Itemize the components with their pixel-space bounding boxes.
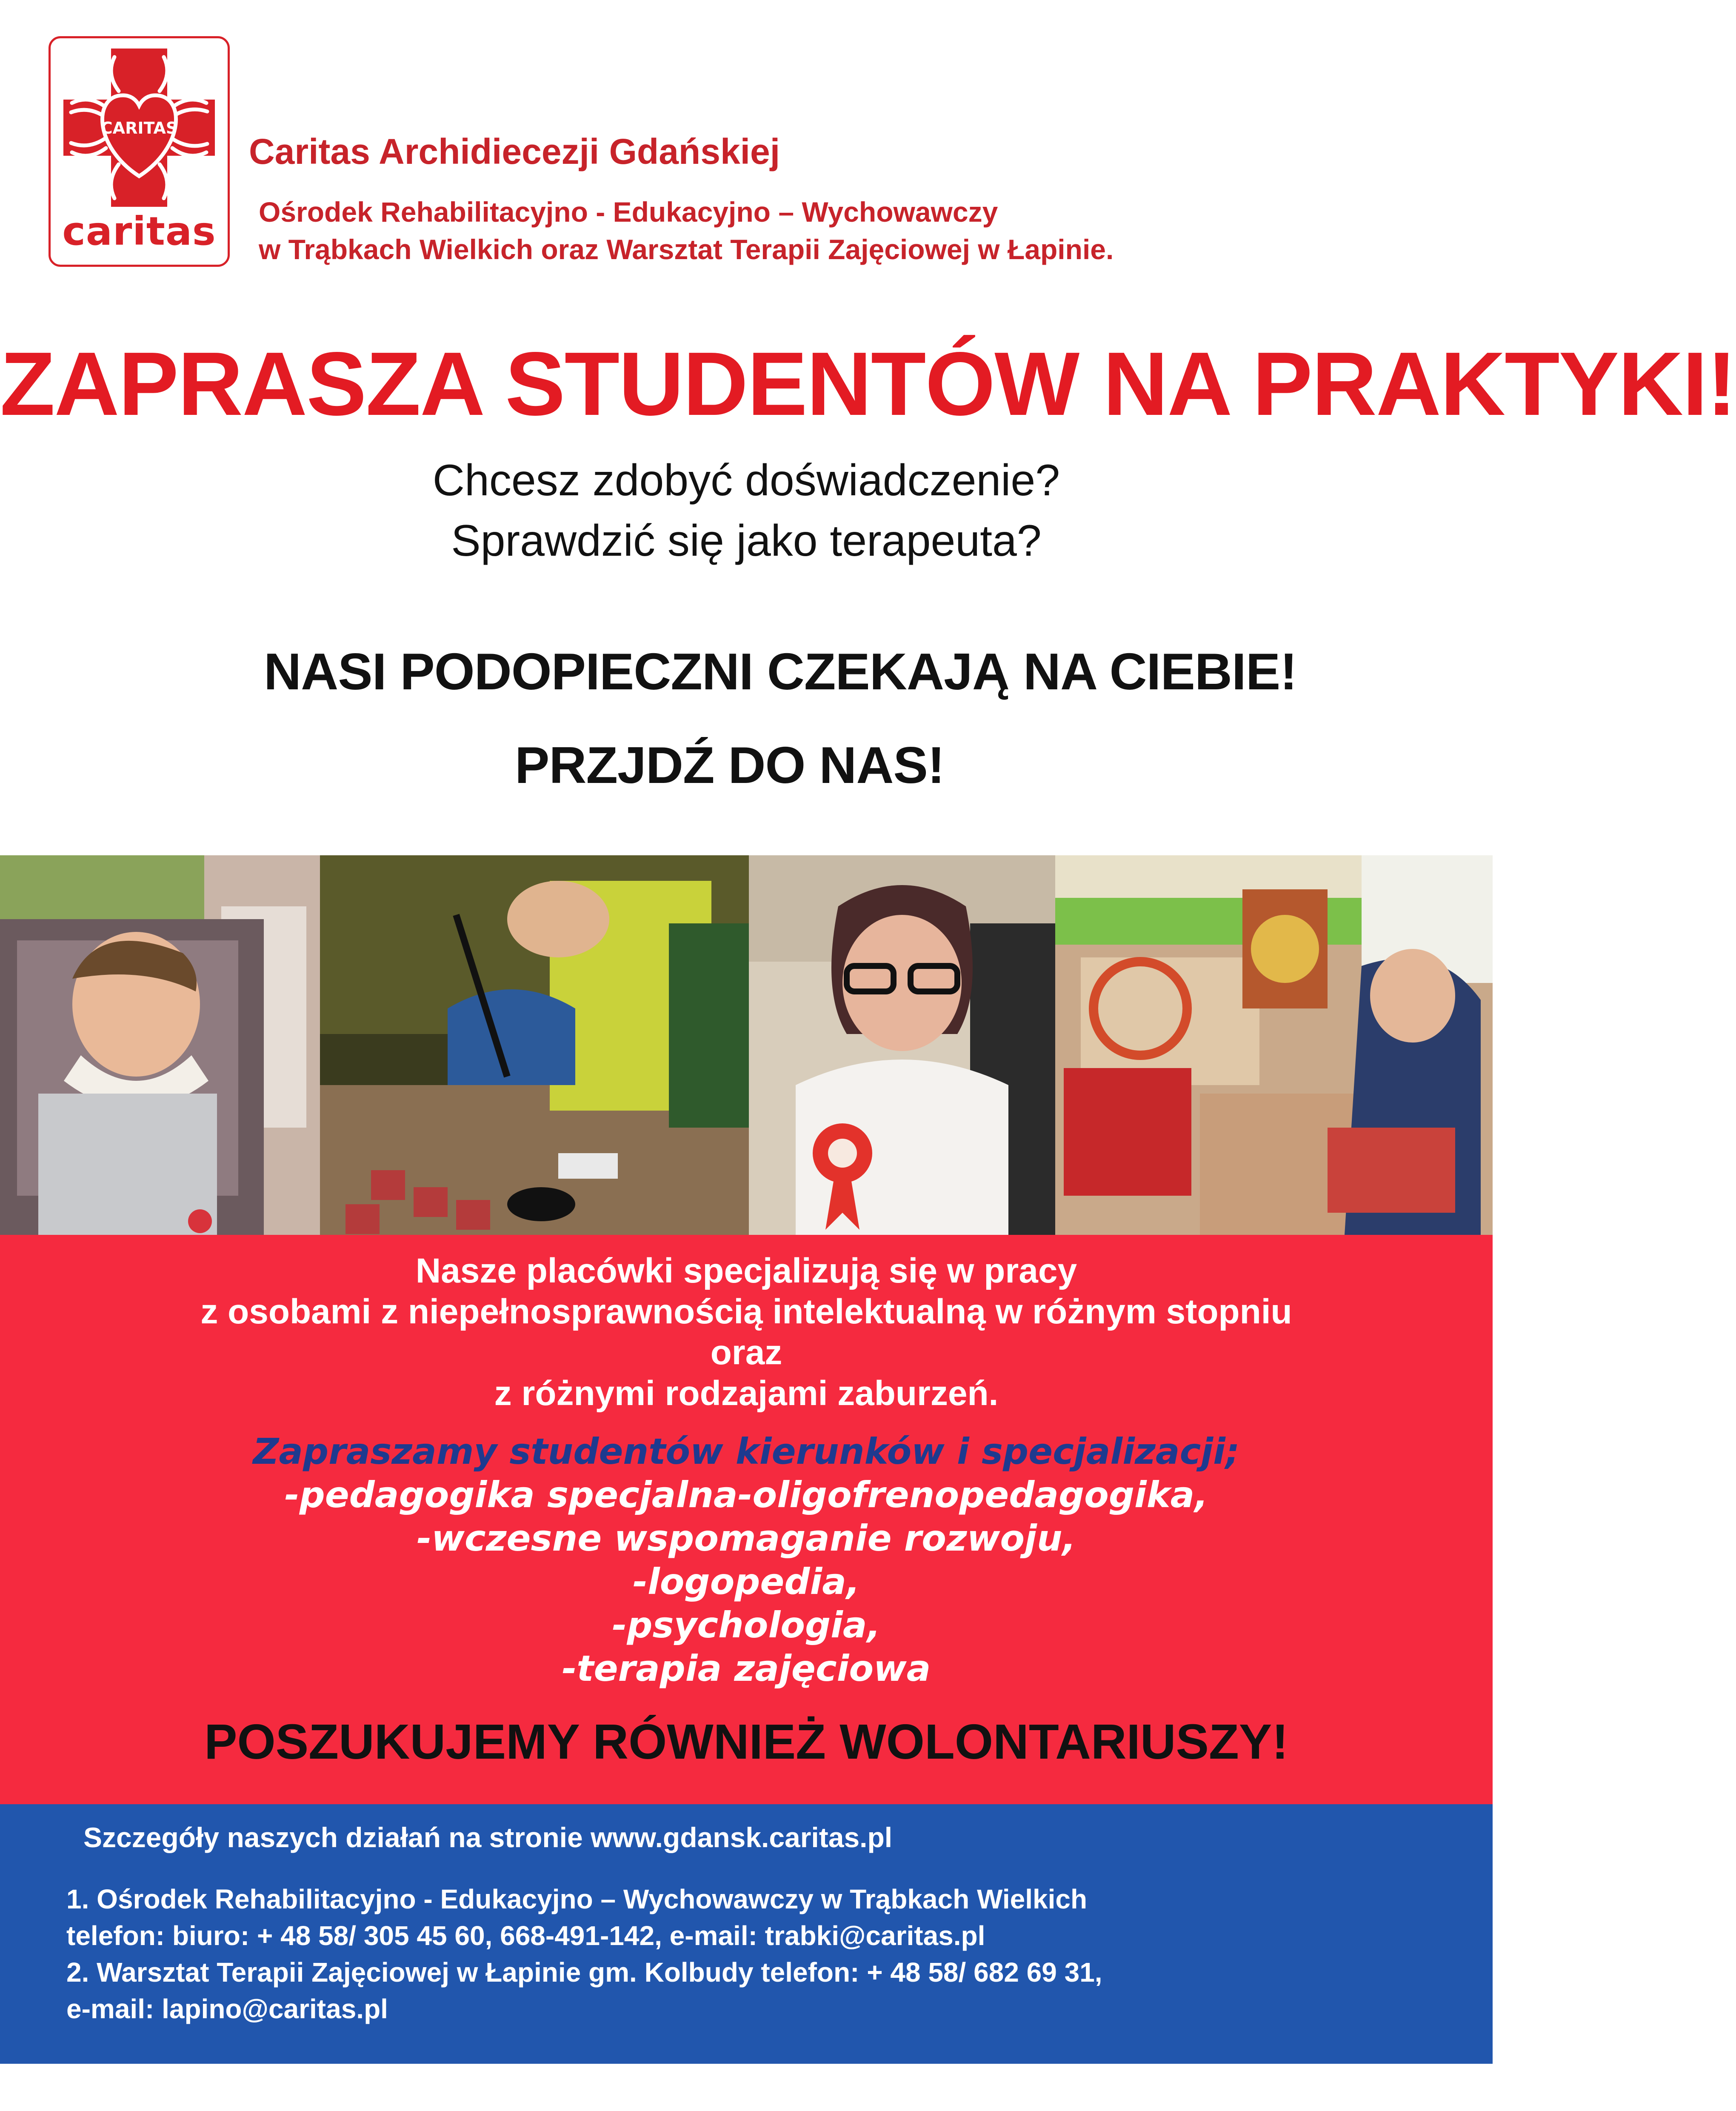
main-headline: ZAPRASZA STUDENTÓW NA PRAKTYKI! <box>0 333 1736 434</box>
info-line-2: z osobami z niepełnosprawnością intelektualną w różnym stopniu <box>200 1292 1292 1331</box>
specialization-item: -wczesne wspomaganie rozwoju, <box>417 1517 1076 1559</box>
specialization-item: -pedagogika specjalna-oligofrenopedagogika, <box>284 1474 1208 1516</box>
logo-emblem-text: CARITAS <box>100 119 178 137</box>
call-to-action-1: NASI PODOPIECZNI CZEKAJĄ NA CIEBIE! <box>264 643 1297 700</box>
logo-wordmark: caritas <box>62 209 216 254</box>
contact-line-3: 2. Warsztat Terapii Zajęciowej w Łapinie gm. Kolbudy telefon: + 48 58/ 682 69 31, <box>66 1957 1102 1988</box>
specialization-item: -logopedia, <box>633 1561 860 1603</box>
specialization-item: -terapia zajęciowa <box>562 1648 931 1689</box>
specialization-item: -psychologia, <box>612 1604 881 1646</box>
website-line: Szczegóły naszych działań na stronie www.gdansk.caritas.pl <box>83 1822 893 1853</box>
call-to-action-2: PRZJDŹ DO NAS! <box>515 736 945 794</box>
photo-girl-with-rosette <box>749 855 1055 1235</box>
organization-name: Caritas Archidiecezji Gdańskiej <box>249 131 780 171</box>
question-line-1: Chcesz zdobyć doświadczenie? <box>432 456 1060 505</box>
photo-mosaic-art-workshop <box>1055 855 1493 1235</box>
photo-boy-in-wheelchair <box>0 855 320 1235</box>
contact-line-2: telefon: biuro: + 48 58/ 305 45 60, 668-491-142, e-mail: trabki@caritas.pl <box>66 1920 985 1951</box>
contact-line-1: 1. Ośrodek Rehabilitacyjno - Edukacyjno – Wychowawczy w Trąbkach Wielkich <box>66 1884 1088 1914</box>
info-line-1: Nasze placówki specjalizują się w pracy <box>415 1251 1077 1290</box>
organization-subtitle-line-1: Ośrodek Rehabilitacyjno - Edukacyjno – Wychowawczy <box>259 196 998 228</box>
invite-heading: Zapraszamy studentów kierunków i specjalizacji; <box>253 1431 1240 1472</box>
photo-strip <box>0 855 1493 1235</box>
contact-line-4: e-mail: lapino@caritas.pl <box>66 1994 388 2024</box>
organization-subtitle-line-2: w Trąbkach Wielkich oraz Warsztat Terapii Zajęciowej w Łapinie. <box>259 234 1114 265</box>
photo-workshop-carpentry <box>320 855 749 1235</box>
question-line-2: Sprawdzić się jako terapeuta? <box>451 516 1042 566</box>
caritas-logo <box>49 36 230 267</box>
info-line-3: oraz <box>710 1333 782 1372</box>
info-line-4: z różnymi rodzajami zaburzeń. <box>494 1374 999 1413</box>
info-section <box>0 1235 1493 1804</box>
contact-footer <box>0 1804 1493 2064</box>
caritas-cross-icon <box>63 49 215 207</box>
volunteers-callout: POSZUKUJEMY RÓWNIEŻ WOLONTARIUSZY! <box>204 1714 1288 1769</box>
